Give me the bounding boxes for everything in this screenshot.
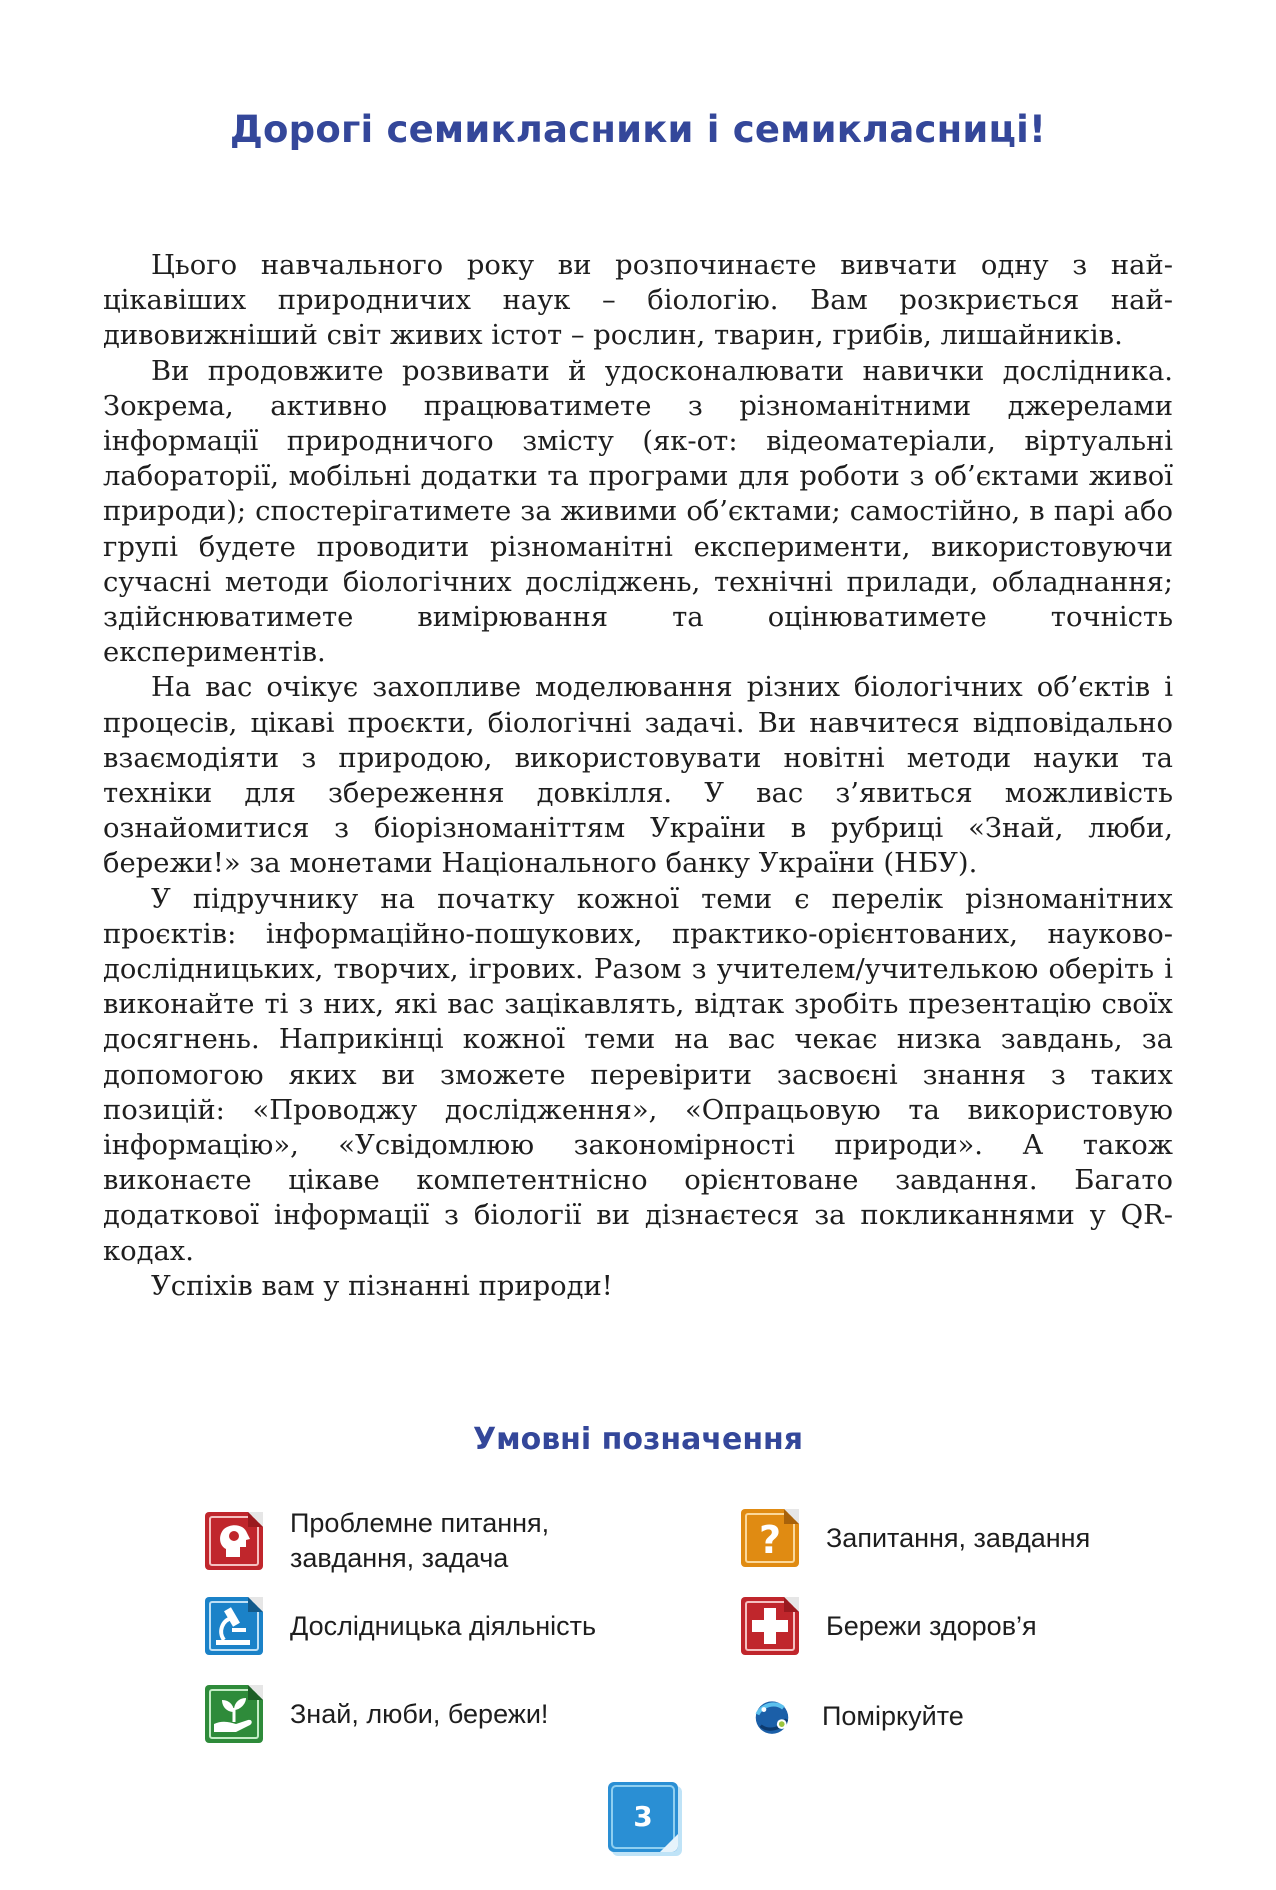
- legend-item-problem-question: [202, 1506, 549, 1576]
- legend-item-research: [202, 1594, 596, 1658]
- legend-item-think: [746, 1690, 964, 1742]
- microscope-icon: [202, 1594, 266, 1658]
- legend-title: Умовні позначення: [472, 1422, 804, 1457]
- legend-label: Бережи здоров’я: [826, 1610, 1037, 1641]
- legend-label: Дослідницька діяльність: [290, 1610, 597, 1641]
- paragraph: Успіхів вам у пізнанні природи!: [151, 1270, 613, 1302]
- paragraph: На вас очікує захопливе моделювання різних біологічних об’єктів і процесів, цікаві проєкти, біологічні задачі. Ви навчитеся відповідально взаємодіяти з природою, використовувати новітні методи науки та техніки для збереження довкілля. У вас з’явиться можливість ознайомитися з біорізноманіттям України в рубриці «Знай, люби, бережи!» за монетами Національного банку України (НБУ).: [103, 672, 1173, 880]
- legend-item-know-love-protect: [202, 1682, 548, 1746]
- svg-text:?: ?: [758, 1518, 782, 1562]
- legend-label: Запитання, завдання: [826, 1522, 1091, 1553]
- legend-item-health: [738, 1594, 1037, 1658]
- legend-label: Знай, люби, бережи!: [290, 1698, 549, 1729]
- paragraph: У підручнику на початку кожної теми є перелік різноманітних проєктів: інформаційно-пошукових, практико-орієнтованих, науково-дослідницьких, творчих, ігрових. Разом з учителем/учителькою оберіть і виконайте ті з них, які вас зацікавлять, відтак зробіть презентацію своїх досягнень. Наприкінці кожної теми на вас чекає низка завдань, за допомогою яких ви зможете перевірити засвоєні знання з таких позицій: «Проводжу дослідження», «Опрацьовую та використовую інформацію», «Усвідомлюю закономірності природи». А також виконаєте цікаве компетентнісно орієнтоване завдання. Багато додаткової інформації з біології ви дізнаєтеся за покликаннями у QR-кодах.: [103, 883, 1173, 1267]
- intro-text: [103, 248, 1173, 1304]
- paragraph: Ви продовжите розвивати й удосконалювати навички дослідника. Зокрема, активно працюватимете з різноманітними джерелами інформації природничого змісту (як-от: відеоматеріали, віртуальні лабораторії, мобільні додатки та програми для роботи з об’єктами живої природи); спостерігатимете за живими об’єктами; самостійно, в парі або групі будете проводити різноманітні експерименти, використовуючи сучасні методи біологічних досліджень, технічні прилади, обладнання; здійснюватимете вимірювання та оцінюватимете точність експериментів.: [103, 355, 1173, 669]
- page-number: 3: [633, 1800, 653, 1833]
- page-number-badge: [608, 1782, 684, 1858]
- globe-swirl-icon: [746, 1690, 798, 1742]
- legend-label: Проблемне питання, завдання, задача: [290, 1508, 550, 1573]
- legend-label: Поміркуйте: [822, 1700, 964, 1731]
- question-mark-icon: [738, 1506, 802, 1570]
- head-thinking-icon: [202, 1509, 266, 1573]
- page-title: Дорогі семикласники і семикласниці!: [229, 108, 1047, 151]
- legend-item-question: [738, 1506, 1090, 1570]
- red-cross-icon: [738, 1594, 802, 1658]
- hand-sprout-icon: [202, 1682, 266, 1746]
- paragraph: Цього навчального року ви розпочинаєте вивчати одну з найцікавіших природничих наук – біологію. Вам розкриється найдивовижніший світ живих істот – рослин, тварин, грибів, лишайників.: [103, 250, 1173, 352]
